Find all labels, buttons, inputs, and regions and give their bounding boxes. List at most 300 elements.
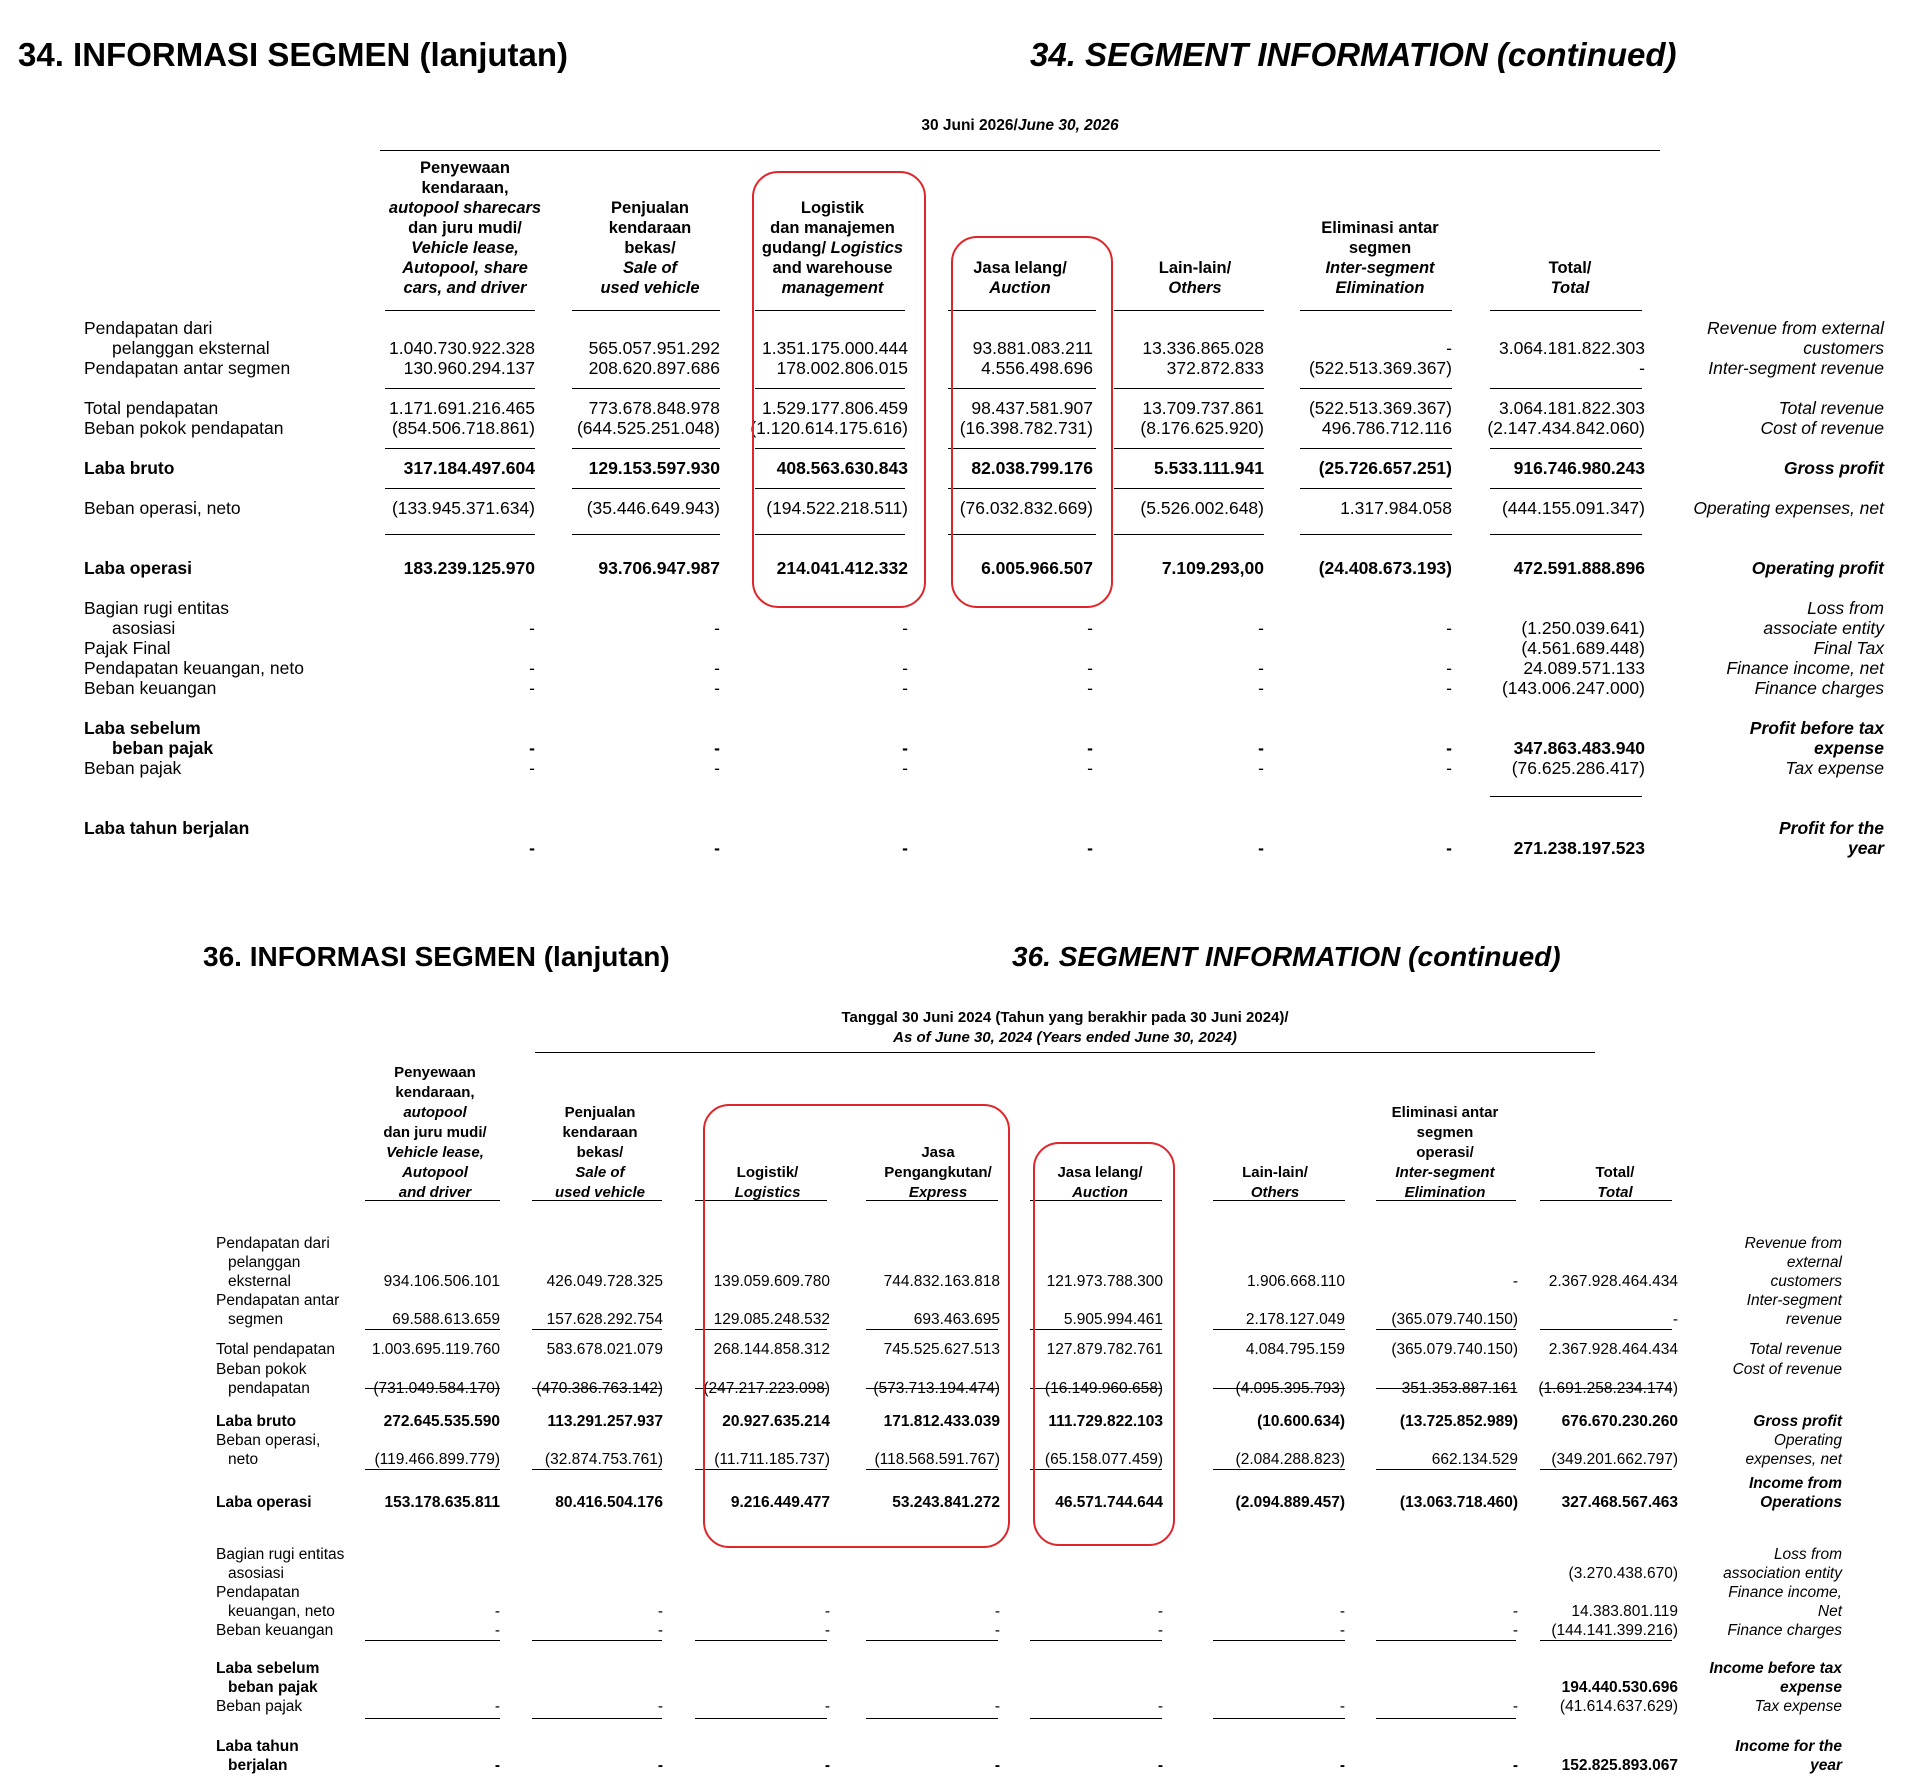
col2-head-express: Jasa Pengangkutan/ Express — [884, 1144, 992, 1201]
cell-value: 5.533.111.941 — [1154, 458, 1264, 478]
cell-value: - — [902, 838, 908, 858]
cell-value: 1.529.177.806.459 — [762, 398, 908, 418]
cell-value: 1.003.695.119.760 — [371, 1341, 500, 1358]
cell-value: - — [1258, 658, 1264, 678]
cell-value: (2.084.288.823) — [1235, 1451, 1345, 1468]
rule-line — [365, 1329, 500, 1330]
cell-value: - — [494, 1757, 500, 1774]
row-label: Pendapatan antar segmen — [216, 1292, 340, 1328]
row-label-en: Tax expense — [1785, 758, 1884, 778]
rule-line — [1540, 1469, 1672, 1470]
row-label: Laba operasi — [216, 1494, 312, 1511]
cell-value: 69.588.613.659 — [392, 1311, 500, 1328]
rule-line — [866, 1640, 998, 1641]
cell-value: 14.383.801.119 — [1571, 1603, 1678, 1620]
col-head-used-vehicle: Penjualan kendaraan bekas/ Sale of used vehicle — [600, 199, 700, 297]
cell-value: - — [994, 1757, 1000, 1774]
cell-value: - — [529, 678, 535, 698]
cell-value: - — [1258, 838, 1264, 858]
rule-line — [1300, 534, 1452, 535]
row-label-en: Revenue from external customers — [1744, 1235, 1842, 1290]
cell-value: 351.353.887.161 — [1401, 1380, 1518, 1397]
col-head-vehicle-lease: Penyewaan kendaraan, autopool sharecars dan juru mudi/ Vehicle lease, Autopool, share cars, and driver — [388, 159, 542, 297]
rule-line — [385, 448, 535, 449]
rule-line — [1030, 1640, 1162, 1641]
rule-line — [1114, 448, 1264, 449]
rule-line — [1300, 488, 1452, 489]
cell-value: (16.149.960.658) — [1044, 1380, 1163, 1397]
cell-value: 1.317.984.058 — [1340, 498, 1452, 518]
row-label: Beban keuangan — [216, 1622, 334, 1639]
cell-value: - — [657, 1603, 663, 1620]
rule-line — [532, 1640, 662, 1641]
row-label-en: Operating expenses, net — [1693, 498, 1884, 518]
cell-value: 3.064.181.822.303 — [1499, 398, 1645, 418]
cell-value: 152.825.893.067 — [1561, 1757, 1678, 1774]
rule-line — [365, 1640, 500, 1641]
cell-value: - — [1512, 1698, 1518, 1715]
cell-value: 662.134.529 — [1431, 1451, 1518, 1468]
col-head-auction: Jasa lelang/ Auction — [973, 259, 1067, 297]
cell-value: 2.367.928.464.434 — [1548, 1273, 1678, 1290]
rule-line — [1300, 388, 1452, 389]
cell-value: 1.351.175.000.444 — [762, 338, 908, 358]
cell-value: - — [1258, 738, 1264, 758]
cell-value: - — [494, 1622, 500, 1639]
col2-head-total: Total/ Total — [1595, 1164, 1635, 1201]
cell-value: 268.144.858.312 — [713, 1341, 830, 1358]
cell-value: (1.250.039.641) — [1521, 618, 1645, 638]
row-label-en: Operating profit — [1751, 558, 1884, 578]
rule-line — [365, 1718, 500, 1719]
cell-value: 317.184.497.604 — [403, 458, 535, 478]
row-label-en: Finance income, net — [1726, 658, 1884, 678]
cell-value: 4.556.498.696 — [981, 358, 1093, 378]
cell-value: - — [1339, 1622, 1345, 1639]
cell-value: - — [1512, 1622, 1518, 1639]
cell-value: 171.812.433.039 — [883, 1413, 1000, 1430]
cell-value: 121.973.788.300 — [1046, 1273, 1163, 1290]
cell-value: - — [902, 658, 908, 678]
cell-value: - — [902, 758, 908, 778]
cell-value: 46.571.744.644 — [1055, 1494, 1163, 1511]
rule-line — [572, 388, 720, 389]
cell-value: 372.872.833 — [1166, 358, 1264, 378]
cell-value: 129.085.248.532 — [713, 1311, 830, 1328]
row-label: Pendapatan dari pelanggan eksternal — [84, 318, 270, 358]
cell-value: - — [902, 678, 908, 698]
row-label-en: Profit for the year — [1779, 818, 1884, 858]
cell-value: 130.960.294.137 — [403, 358, 535, 378]
row-label: Beban pokok pendapatan — [84, 418, 284, 438]
rule-line — [572, 488, 720, 489]
cell-value: 271.238.197.523 — [1513, 838, 1645, 858]
rule-line — [1540, 1329, 1672, 1330]
cell-value: 676.670.230.260 — [1561, 1413, 1678, 1430]
row-label: Beban keuangan — [84, 678, 217, 698]
rule-line — [1490, 488, 1642, 489]
cell-value: - — [529, 838, 535, 858]
cell-value: - — [529, 618, 535, 638]
rule-line — [1376, 1718, 1516, 1719]
cell-value: (194.522.218.511) — [766, 498, 908, 518]
row-label-en: Income for the year — [1735, 1738, 1842, 1774]
cell-value: - — [1339, 1603, 1345, 1620]
cell-value: - — [1087, 678, 1093, 698]
cell-value: - — [824, 1698, 830, 1715]
cell-value: (13.063.718.460) — [1399, 1494, 1518, 1511]
rule-line — [572, 534, 720, 535]
cell-value: - — [657, 1698, 663, 1715]
cell-value: 773.678.848.978 — [588, 398, 720, 418]
cell-value: 194.440.530.696 — [1561, 1679, 1678, 1696]
row-label-en: Total revenue — [1748, 1341, 1842, 1358]
rule-line — [385, 488, 535, 489]
cell-value: - — [529, 738, 535, 758]
rule-line — [1490, 448, 1642, 449]
highlight-box-auction — [951, 236, 1113, 608]
row-label: Pendapatan antar segmen — [84, 358, 291, 378]
cell-value: (76.625.286.417) — [1511, 758, 1645, 778]
cell-value: - — [1512, 1273, 1518, 1290]
cell-value: (349.201.662.797) — [1551, 1451, 1678, 1468]
cell-value: (247.217.223.098) — [703, 1380, 830, 1397]
row-label-en: Finance charges — [1727, 1622, 1842, 1639]
rule-line — [1114, 488, 1264, 489]
rule-line — [1300, 310, 1452, 311]
cell-value: (76.032.832.669) — [959, 498, 1093, 518]
row-label: Beban pokok pendapatan — [216, 1361, 310, 1397]
rule-line — [572, 448, 720, 449]
cell-value: - — [1087, 658, 1093, 678]
cell-value: (24.408.673.193) — [1318, 558, 1452, 578]
cell-value: (644.525.251.048) — [576, 418, 720, 438]
cell-value: - — [1512, 1603, 1518, 1620]
cell-value: - — [1157, 1698, 1163, 1715]
row-label: Pendapatan dari pelanggan eksternal — [216, 1235, 330, 1290]
rule-line — [365, 1469, 500, 1470]
cell-value: 139.059.609.780 — [713, 1273, 830, 1290]
cell-value: 13.336.865.028 — [1142, 338, 1264, 358]
row-label-en: Final Tax — [1813, 638, 1884, 658]
rule-line — [1114, 310, 1264, 311]
cell-value: (25.726.657.251) — [1318, 458, 1452, 478]
section-title-en: 34. SEGMENT INFORMATION (continued) — [1030, 36, 1677, 73]
rule-line — [1114, 388, 1264, 389]
col2-head-others: Lain-lain/ Others — [1242, 1164, 1308, 1201]
rule-line — [365, 1200, 500, 1201]
row-label-en: Finance charges — [1754, 678, 1884, 698]
cell-value: (470.386.763.142) — [536, 1380, 663, 1397]
col2-head-logistics: Logistik/ Logistics — [734, 1164, 801, 1201]
cell-value: - — [494, 1603, 500, 1620]
cell-value: 53.243.841.272 — [892, 1494, 1000, 1511]
row-label-en: Cost of revenue — [1732, 1361, 1842, 1378]
cell-value: - — [1157, 1757, 1163, 1774]
rule-line — [866, 1718, 998, 1719]
cell-value: - — [824, 1757, 830, 1774]
rule-line — [572, 310, 720, 311]
period-header-2: Tanggal 30 Juni 2024 (Tahun yang berakhir pada 30 Juni 2024)/ As of June 30, 2024 (Years ended June 30, 2024) — [841, 1009, 1289, 1046]
row-label-en: Tax expense — [1754, 1698, 1842, 1715]
row-label: Laba tahun berjalan — [216, 1738, 299, 1774]
row-label: Bagian rugi entitas asosiasi — [84, 598, 229, 638]
cell-value: - — [824, 1603, 830, 1620]
cell-value: 178.002.806.015 — [776, 358, 908, 378]
cell-value: - — [714, 738, 720, 758]
rule-line — [1490, 388, 1642, 389]
cell-value: 565.057.951.292 — [588, 338, 720, 358]
cell-value: 408.563.630.843 — [776, 458, 908, 478]
cell-value: 157.628.292.754 — [546, 1311, 663, 1328]
cell-value: (444.155.091.347) — [1501, 498, 1645, 518]
col-head-logistics: Logistik dan manajemen gudang/ Logistics and warehouse management — [761, 199, 904, 297]
row-label: Laba operasi — [84, 558, 192, 578]
cell-value: - — [1639, 358, 1645, 378]
cell-value: 9.216.449.477 — [730, 1494, 830, 1511]
cell-value: - — [1512, 1757, 1518, 1774]
cell-value: 496.786.712.116 — [1321, 418, 1452, 438]
cell-value: (573.713.194.474) — [873, 1380, 1000, 1397]
section-title-id-2: 36. INFORMASI SEGMEN (lanjutan) — [203, 941, 670, 972]
row-label: Total pendapatan — [84, 398, 219, 418]
rule-line — [532, 1718, 662, 1719]
row-label-en: Revenue from external customers — [1706, 318, 1884, 358]
cell-value: - — [657, 1622, 663, 1639]
cell-value: - — [1258, 678, 1264, 698]
cell-value: 347.863.483.940 — [1513, 738, 1645, 758]
cell-value: 472.591.888.896 — [1513, 558, 1645, 578]
cell-value: (5.526.002.648) — [1140, 498, 1264, 518]
cell-value: - — [824, 1622, 830, 1639]
rule-line — [532, 1469, 662, 1470]
cell-value: 93.706.947.987 — [598, 558, 720, 578]
cell-value: 24.089.571.133 — [1523, 658, 1645, 678]
rule-line — [1376, 1200, 1516, 1201]
cell-value: - — [1157, 1603, 1163, 1620]
cell-value: - — [1446, 838, 1452, 858]
cell-value: - — [1258, 618, 1264, 638]
period-header: 30 Juni 2026/June 30, 2026 — [921, 117, 1119, 134]
cell-value: - — [994, 1603, 1000, 1620]
rule-line — [1490, 796, 1642, 797]
highlight-box-logistics — [752, 171, 926, 608]
cell-value: - — [994, 1622, 1000, 1639]
rule-line — [385, 310, 535, 311]
cell-value: (35.446.649.943) — [586, 498, 720, 518]
rule-line — [695, 1718, 827, 1719]
cell-value: (143.006.247.000) — [1501, 678, 1645, 698]
cell-value: 934.106.506.101 — [383, 1273, 500, 1290]
cell-value: (13.725.852.989) — [1399, 1413, 1518, 1430]
rule-line — [1213, 1718, 1345, 1719]
cell-value: 744.832.163.818 — [883, 1273, 1000, 1290]
cell-value: (854.506.718.861) — [391, 418, 535, 438]
row-label: Beban operasi, neto — [84, 498, 241, 518]
rule-line — [1213, 1469, 1345, 1470]
cell-value: 113.291.257.937 — [547, 1413, 663, 1430]
rule-line — [1213, 1200, 1345, 1201]
cell-value: 693.463.695 — [913, 1311, 1000, 1328]
cell-value: (32.874.753.761) — [544, 1451, 663, 1468]
row-label-en: Loss from association entity — [1723, 1546, 1842, 1582]
cell-value: - — [714, 838, 720, 858]
cell-value: 153.178.635.811 — [384, 1494, 500, 1511]
col-head-elimination: Eliminasi antar segmen Inter-segment Elimination — [1321, 219, 1439, 297]
col-head-total: Total/ Total — [1548, 259, 1592, 297]
row-label: Laba bruto — [84, 458, 175, 478]
row-label-en: Inter-segment revenue — [1746, 1292, 1842, 1328]
rule-line — [385, 534, 535, 535]
rule-line — [1376, 1640, 1516, 1641]
cell-value: (4.561.689.448) — [1521, 638, 1645, 658]
cell-value: - — [657, 1757, 663, 1774]
cell-value: - — [1446, 758, 1452, 778]
cell-value: (11.711.185.737) — [714, 1451, 830, 1468]
cell-value: 583.678.021.079 — [546, 1341, 663, 1358]
cell-value: 93.881.083.211 — [972, 338, 1093, 358]
row-label: Laba tahun berjalan — [84, 818, 250, 838]
row-label: Beban pajak — [216, 1698, 303, 1715]
row-label-en: Total revenue — [1778, 398, 1884, 418]
rule-line — [1376, 1469, 1516, 1470]
rule-line — [385, 388, 535, 389]
cell-value: (144.141.399.216) — [1551, 1622, 1678, 1639]
cell-value: 82.038.799.176 — [971, 458, 1093, 478]
cell-value: 1.906.668.110 — [1247, 1273, 1345, 1290]
cell-value: 426.049.728.325 — [546, 1273, 663, 1290]
cell-value: 111.729.822.103 — [1048, 1413, 1163, 1430]
cell-value: (522.513.369.367) — [1308, 398, 1452, 418]
rule-line — [1490, 310, 1642, 311]
cell-value: - — [1157, 1622, 1163, 1639]
col2-head-auction: Jasa lelang/ Auction — [1057, 1164, 1143, 1201]
cell-value: - — [1446, 678, 1452, 698]
cell-value: (2.094.889.457) — [1235, 1494, 1345, 1511]
row-label-en: Income from Operations — [1748, 1475, 1842, 1511]
cell-value: (41.614.637.629) — [1559, 1698, 1678, 1715]
row-label: Bagian rugi entitas asosiasi — [216, 1546, 345, 1582]
cell-value: (119.466.899.779) — [374, 1451, 500, 1468]
rule-line — [1213, 1329, 1345, 1330]
cell-value: 1.171.691.216.465 — [389, 398, 535, 418]
cell-value: - — [529, 658, 535, 678]
rule-line — [695, 1640, 827, 1641]
row-label: Laba sebelum beban pajak — [84, 718, 214, 758]
rule-line — [1376, 1329, 1516, 1330]
row-label-en: Cost of revenue — [1760, 418, 1884, 438]
row-label-en: Inter-segment revenue — [1708, 358, 1884, 378]
row-label-en: Operating expenses, net — [1745, 1432, 1842, 1468]
cell-value: (731.049.584.170) — [373, 1380, 500, 1397]
cell-value: - — [529, 758, 535, 778]
cell-value: - — [994, 1698, 1000, 1715]
cell-value: (65.158.077.459) — [1044, 1451, 1163, 1468]
cell-value: - — [1087, 738, 1093, 758]
cell-value: - — [1258, 758, 1264, 778]
cell-value: (365.079.740.150) — [1391, 1311, 1518, 1328]
cell-value: - — [714, 678, 720, 698]
rule-line — [1540, 1640, 1672, 1641]
cell-value: - — [1339, 1757, 1345, 1774]
row-label-en: Finance income, Net — [1728, 1584, 1842, 1620]
cell-value: 272.645.535.590 — [383, 1413, 500, 1430]
rule-line — [1213, 1640, 1345, 1641]
period-rule-2 — [535, 1052, 1595, 1053]
cell-value: 20.927.635.214 — [722, 1413, 830, 1430]
row-label: Total pendapatan — [216, 1341, 335, 1358]
cell-value: 5.905.994.461 — [1063, 1311, 1163, 1328]
cell-value: - — [1672, 1311, 1678, 1328]
row-label: Pajak Final — [84, 638, 171, 658]
row-label: Laba bruto — [216, 1413, 297, 1430]
cell-value: 6.005.966.507 — [981, 558, 1093, 578]
cell-value: 1.040.730.922.328 — [389, 338, 535, 358]
rule-line — [1300, 448, 1452, 449]
cell-value: - — [1087, 838, 1093, 858]
cell-value: (1.120.614.175.616) — [750, 418, 908, 438]
rule-line — [1490, 534, 1642, 535]
cell-value: 4.084.795.159 — [1245, 1341, 1345, 1358]
row-label: Beban operasi, neto — [216, 1432, 321, 1468]
cell-value: - — [1446, 338, 1452, 358]
col2-head-elimination: Eliminasi antar segmen operasi/ Inter-segment Elimination — [1391, 1104, 1499, 1201]
cell-value: (1.691.258.234.174) — [1538, 1380, 1678, 1397]
rule-line — [532, 1329, 662, 1330]
row-label-en: Profit before tax expense — [1749, 718, 1884, 758]
cell-value: (8.176.625.920) — [1140, 418, 1264, 438]
cell-value: 916.746.980.243 — [1513, 458, 1645, 478]
cell-value: - — [714, 658, 720, 678]
cell-value: (4.095.395.793) — [1235, 1380, 1345, 1397]
cell-value: (365.079.740.150) — [1391, 1341, 1518, 1358]
row-label-en: Gross profit — [1783, 458, 1884, 478]
cell-value: 214.041.412.332 — [776, 558, 908, 578]
cell-value: 80.416.504.176 — [555, 1494, 663, 1511]
row-label: Laba sebelum beban pajak — [216, 1660, 320, 1696]
cell-value: - — [902, 738, 908, 758]
cell-value: - — [1087, 618, 1093, 638]
highlight-box-auction-2 — [1033, 1142, 1175, 1546]
highlight-box-logistics-express — [703, 1104, 1010, 1548]
cell-value: (16.398.782.731) — [959, 418, 1093, 438]
cell-value: 3.064.181.822.303 — [1499, 338, 1645, 358]
row-label: Pendapatan keuangan, neto — [216, 1584, 335, 1620]
cell-value: 183.239.125.970 — [403, 558, 535, 578]
cell-value: - — [902, 618, 908, 638]
section-title-en-2: 36. SEGMENT INFORMATION (continued) — [1012, 941, 1561, 972]
cell-value: (118.568.591.767) — [874, 1451, 1000, 1468]
cell-value: (133.945.371.634) — [391, 498, 535, 518]
cell-value: - — [494, 1698, 500, 1715]
row-label: Beban pajak — [84, 758, 182, 778]
rule-line — [1540, 1200, 1672, 1201]
rule-line — [1114, 534, 1264, 535]
cell-value: 98.437.581.907 — [971, 398, 1093, 418]
cell-value: 2.178.127.049 — [1245, 1311, 1345, 1328]
cell-value: - — [1339, 1698, 1345, 1715]
period-rule — [380, 150, 1660, 151]
cell-value: - — [714, 758, 720, 778]
cell-value: 7.109.293,00 — [1161, 558, 1264, 578]
cell-value: 129.153.597.930 — [588, 458, 720, 478]
cell-value: (2.147.434.842.060) — [1487, 418, 1645, 438]
row-label-en: Gross profit — [1753, 1413, 1842, 1430]
row-label-en: Income before tax expense — [1709, 1660, 1842, 1696]
cell-value: 127.879.782.761 — [1046, 1341, 1163, 1358]
cell-value: - — [1446, 618, 1452, 638]
cell-value: - — [1446, 738, 1452, 758]
